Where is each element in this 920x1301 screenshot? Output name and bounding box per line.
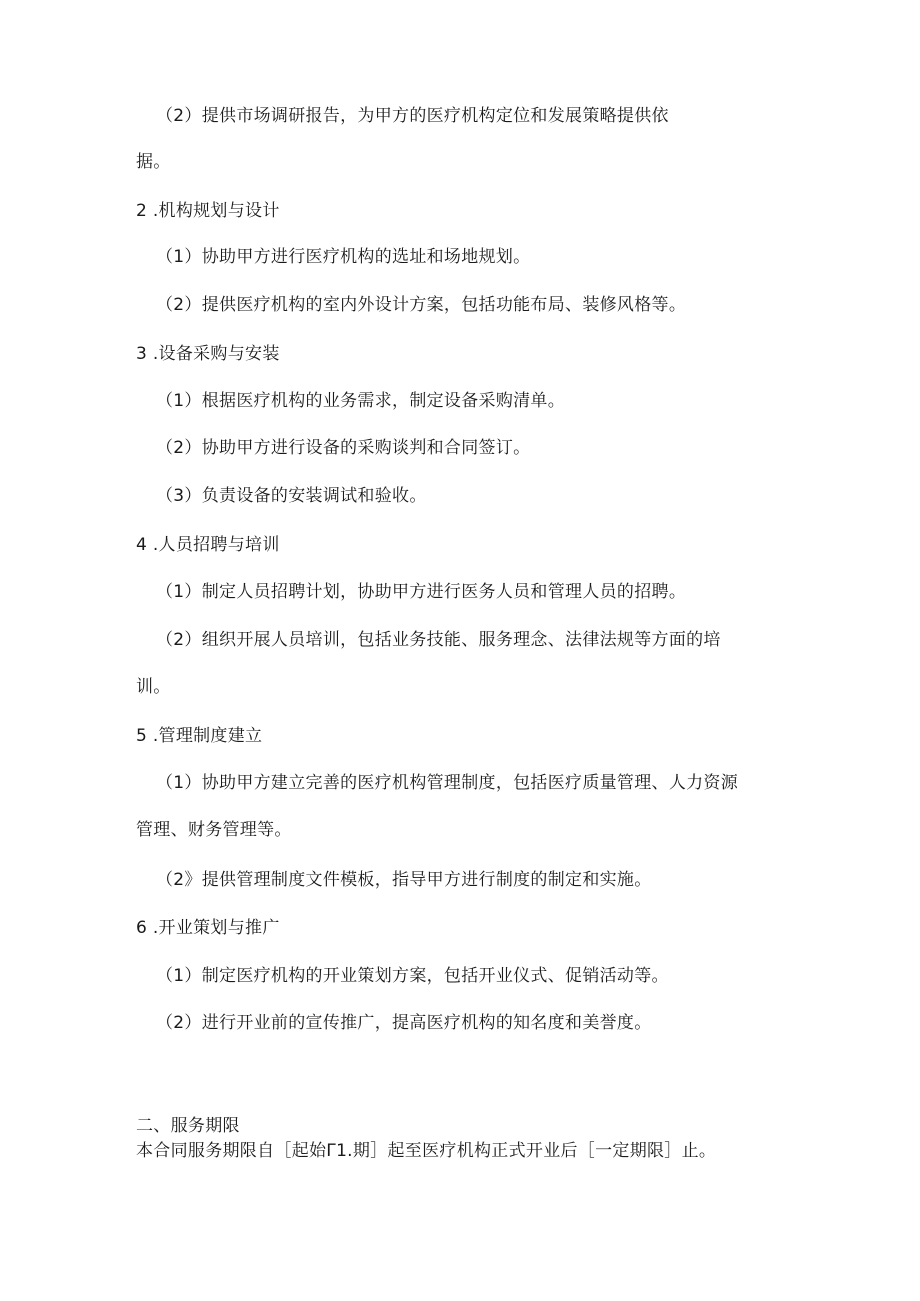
paragraph-line: 本合同服务期限自［起始Γ1.期］起至医疗机构正式开业后［一定期限］止。 [136, 1141, 717, 1161]
paragraph-line: （2）组织开展人员培训，包括业务技能、服务理念、法律法规等方面的培 [156, 630, 721, 650]
paragraph-line: （1）制定医疗机构的开业策划方案，包括开业仪式、促销活动等。 [156, 966, 669, 986]
paragraph-line: （2）提供医疗机构的室内外设计方案，包括功能布局、装修风格等。 [156, 295, 687, 315]
section-title: 二、服务期限 [136, 1116, 240, 1136]
paragraph-line: 管理、财务管理等。 [136, 820, 292, 840]
paragraph-line: （1）协助甲方进行医疗机构的选址和场地规划。 [156, 247, 531, 267]
section-heading: 5 .管理制度建立 [136, 726, 263, 746]
paragraph-line: 据。 [136, 152, 171, 172]
section-heading: 6 .开业策划与推广 [136, 918, 280, 938]
paragraph-line: （2）提供市场调研报告，为甲方的医疗机构定位和发展策略提供依 [156, 106, 669, 126]
paragraph-line: （1）根据医疗机构的业务需求，制定设备采购清单。 [156, 391, 566, 411]
paragraph-line: 训。 [136, 677, 171, 697]
paragraph-line: （3）负责设备的安装调试和验收。 [156, 486, 427, 506]
section-heading: 3 .设备采购与安装 [136, 344, 280, 364]
section-heading: 4 .人员招聘与培训 [136, 535, 280, 555]
paragraph-line: （1）协助甲方建立完善的医疗机构管理制度，包括医疗质量管理、人力资源 [156, 773, 739, 793]
paragraph-line: （2）协助甲方进行设备的采购谈判和合同签订。 [156, 438, 531, 458]
section-heading: 2 .机构规划与设计 [136, 201, 280, 221]
paragraph-line: （2》提供管理制度文件模板，指导甲方进行制度的制定和实施。 [156, 870, 652, 890]
paragraph-line: （2）进行开业前的宣传推广，提高医疗机构的知名度和美誉度。 [156, 1013, 652, 1033]
paragraph-line: （1）制定人员招聘计划，协助甲方进行医务人员和管理人员的招聘。 [156, 582, 687, 602]
